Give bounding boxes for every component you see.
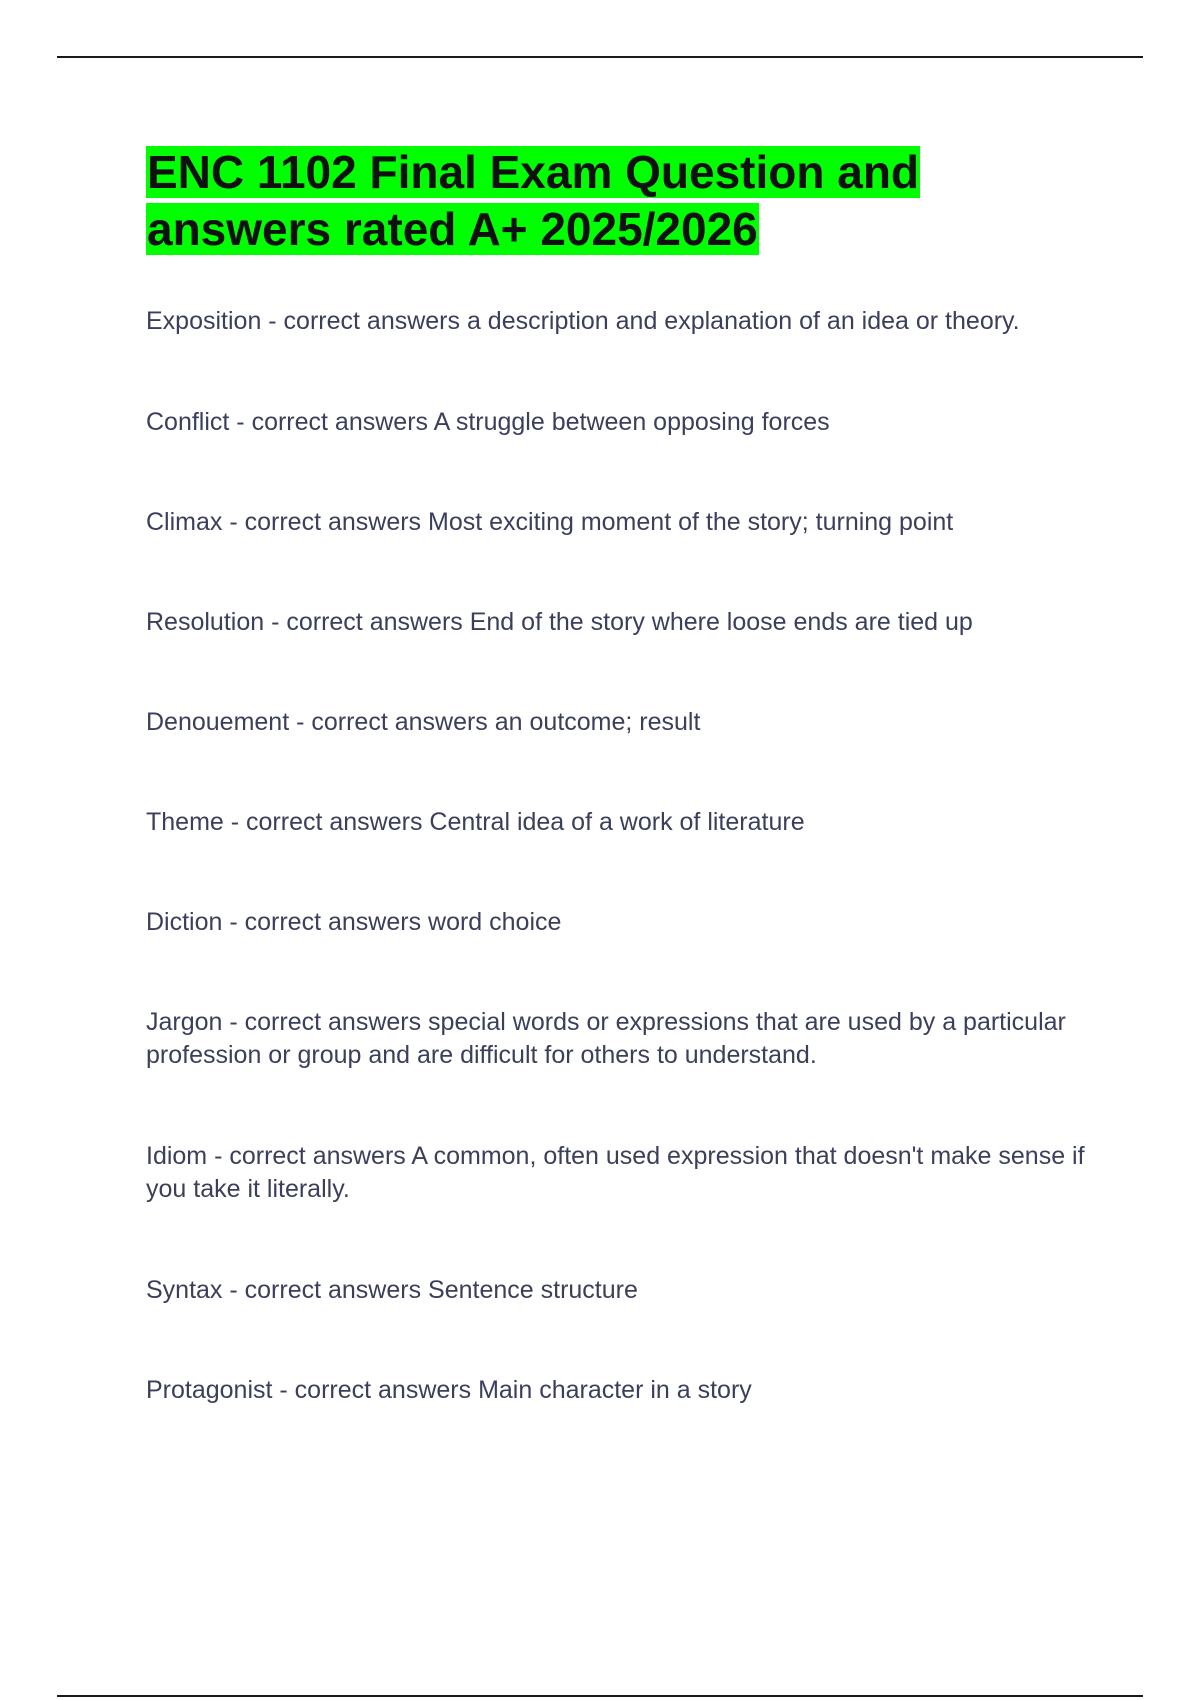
- definition-item-conflict: Conflict - correct answers A struggle between opposing forces: [146, 408, 830, 436]
- definition-item-exposition: Exposition - correct answers a description and explanation of an idea or theory.: [146, 307, 1020, 335]
- definition-item-idiom: Idiom - correct answers A common, often used expression that doesn't make sense if you take it literally.: [146, 1142, 1085, 1203]
- definition-item-denouement: Denouement - correct answers an outcome; result: [146, 708, 701, 736]
- title-highlight: ENC 1102 Final Exam Question and answers rated A+ 2025/2026: [147, 146, 920, 255]
- definition-item-resolution: Resolution - correct answers End of the story where loose ends are tied up: [146, 608, 973, 636]
- definition-item-protagonist: Protagonist - correct answers Main character in a story: [146, 1376, 752, 1404]
- document-title: [146, 144, 1046, 258]
- definitions-list: [146, 305, 1086, 1474]
- bottom-divider: [57, 1695, 1143, 1697]
- definition-item-diction: Diction - correct answers word choice: [146, 908, 562, 936]
- definition-item-theme: Theme - correct answers Central idea of a work of literature: [146, 808, 805, 836]
- definition-item-jargon: Jargon - correct answers special words or expressions that are used by a particular profession or group and are difficult for others to understand.: [146, 1008, 1066, 1069]
- definition-item-syntax: Syntax - correct answers Sentence structure: [146, 1276, 638, 1304]
- definition-item-climax: Climax - correct answers Most exciting moment of the story; turning point: [146, 508, 954, 536]
- top-divider: [57, 56, 1143, 58]
